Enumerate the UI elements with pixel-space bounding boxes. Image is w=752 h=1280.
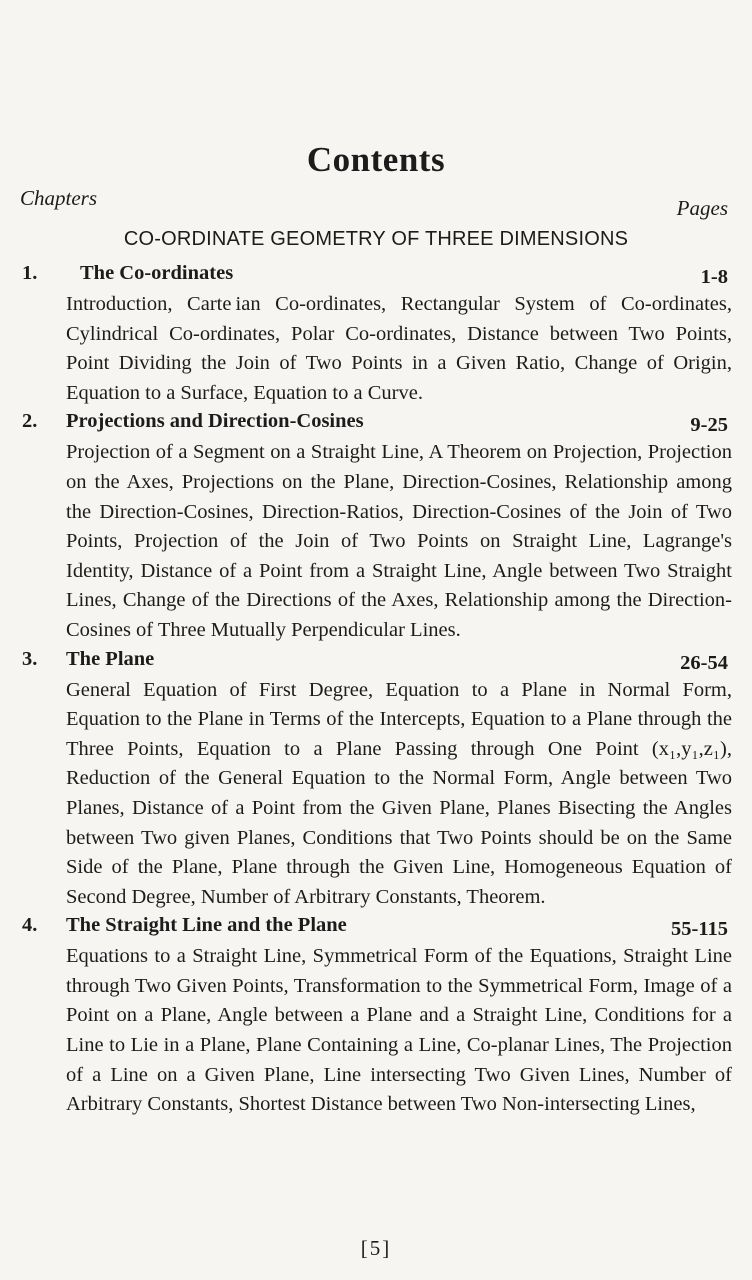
chapter-number: 1. <box>22 262 38 284</box>
chapter-name: The Co-ordinates <box>80 262 234 284</box>
chapter-entry <box>0 408 752 645</box>
chapter-heading <box>0 260 752 290</box>
chapter-entry <box>0 912 752 1120</box>
chapter-number: 4. <box>22 914 38 937</box>
chapter-pages: 55-115 <box>671 918 728 941</box>
chapter-pages: 26-54 <box>680 651 728 674</box>
chapter-number: 3. <box>22 647 38 670</box>
chapters-column-heading: Chapters <box>20 186 98 210</box>
contents-list <box>0 260 752 1120</box>
chapter-name: The Straight Line and the Plane <box>66 914 347 937</box>
chapter-number: 2. <box>22 410 38 433</box>
chapter-description: Introduction, Carte ian Co-ordinates, Rectangular System of Co-ordinates, Cylindrical Co-ordinates, Polar Co-ordinates, Distance between Two Points, Point Dividing the Join of Two Points in a Given Ratio, Change of Origin, Equation to a Surface, Equation to a Curve. <box>66 293 732 404</box>
page-number: [5] <box>360 1236 392 1260</box>
chapter-description: Equations to a Straight Line, Symmetrical Form of the Equations, Straight Line through Two Given Points, Transformation to the Symmetrical Form, Image of a Point on a Plane, Angle between a Plane and a Straight Line, Conditions for a Line to Lie in a Plane, Plane Containing a Line, Co-planar Lines, The Projection of a Line on a Given Plane, Line intersecting Two Given Lines, Number of Arbitrary Constants, Shortest Distance between Two Non-intersecting Lines, <box>66 945 732 1116</box>
page-title: Contents <box>306 140 446 179</box>
chapter-pages: 9-25 <box>690 414 728 437</box>
chapter-heading <box>0 408 752 438</box>
chapter-entry <box>0 646 752 913</box>
chapter-entry <box>0 260 752 408</box>
chapter-name: The Plane <box>66 647 155 670</box>
section-subtitle: CO-ORDINATE GEOMETRY OF THREE DIMENSIONS <box>123 228 629 250</box>
chapter-heading <box>0 912 752 942</box>
chapter-name: Projections and Direction-Cosines <box>66 410 364 433</box>
chapter-description: General Equation of First Degree, Equation to a Plane in Normal Form, Equation to the Plane in Terms of the Intercepts, Equation to a Plane through the Three Points, Equation to a Plane Passing through One Point (x₁,y₁,z₁), Reduction of the General Equation to the Normal Form, Angle between Two Planes, Distance of a Point from the Given Plane, Planes Bisecting the Angles between Two given Planes, Conditions that Two Points should be on the Same Side of the Plane, Plane through the Given Line, Homogeneous Equation of Second Degree, Number of Arbitrary Constants, Theorem. <box>66 678 732 908</box>
chapter-description: Projection of a Segment on a Straight Line, A Theorem on Projection, Projection on the Axes, Projections on the Plane, Direction-Cosines, Relationship among the Direction-Cosines, Direction-Ratios, Direction-Cosines of the Join of Two Points, Projection of the Join of Two Points on Straight Line, Lagrange's Identity, Distance of a Point from a Straight Line, Angle between Two Straight Lines, Change of the Directions of the Axes, Relationship among the Direction-Cosines of Three Mutually Perpendicular Lines. <box>66 441 732 641</box>
chapter-heading <box>0 646 752 676</box>
chapter-pages: 1-8 <box>700 266 728 288</box>
pages-column-heading: Pages <box>676 196 728 220</box>
